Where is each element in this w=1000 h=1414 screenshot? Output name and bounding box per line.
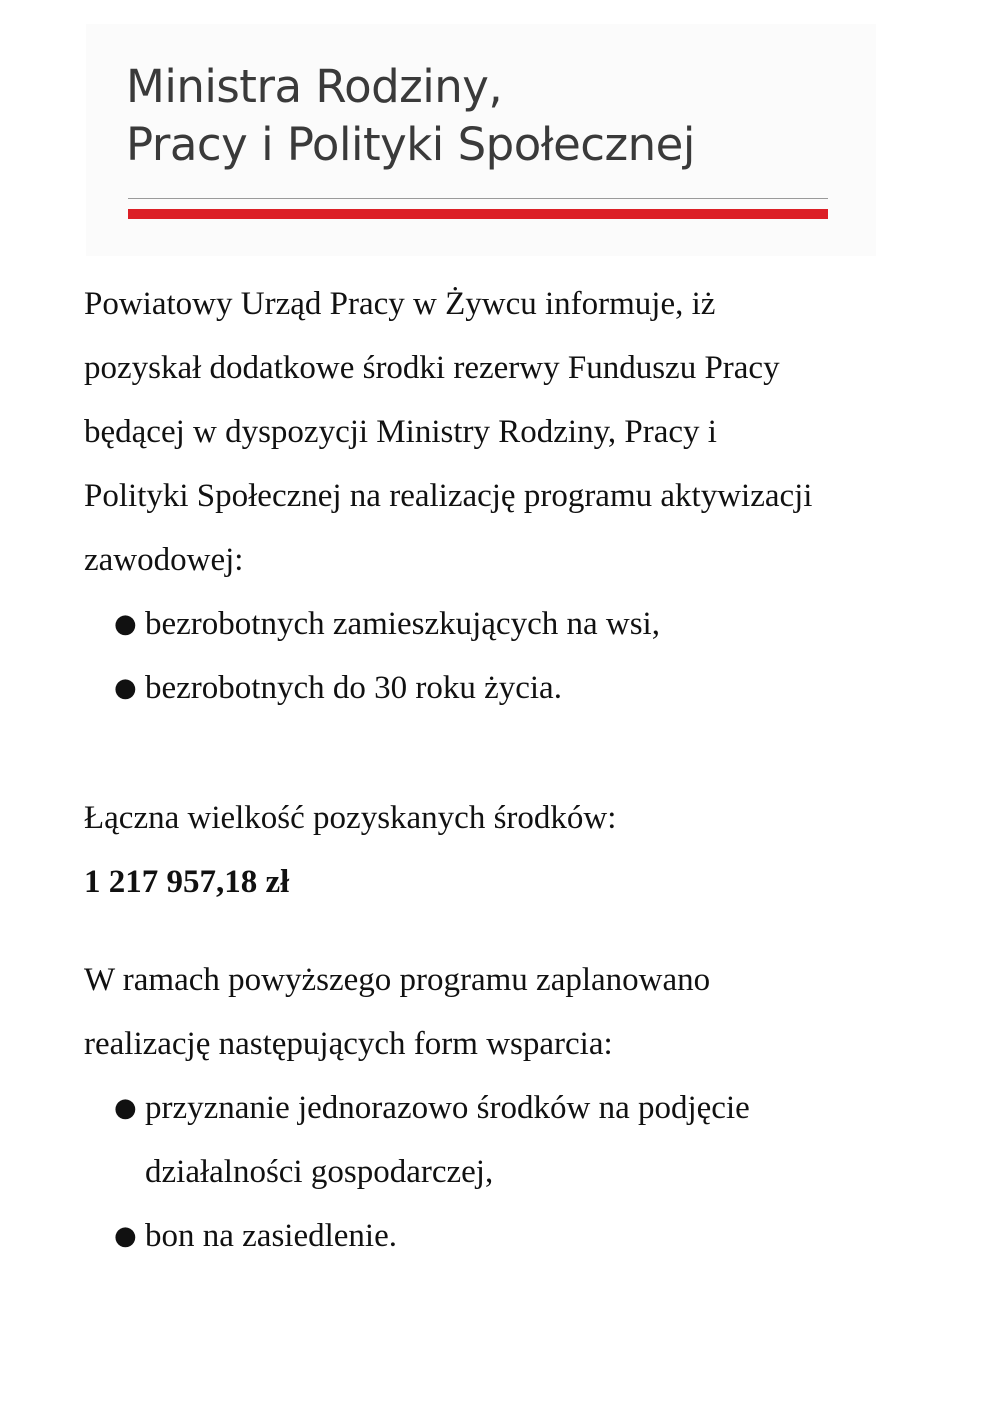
bullet-icon: ● bbox=[114, 609, 137, 639]
list-item-text: bezrobotnych do 30 roku życia. bbox=[145, 670, 562, 706]
intro-line: Powiatowy Urząd Pracy w Żywcu informuje, iż bbox=[84, 286, 716, 322]
target-groups-list bbox=[84, 592, 914, 720]
ministry-logo-line-1: Ministra Rodziny, bbox=[126, 60, 503, 113]
ministry-logo-text bbox=[126, 58, 695, 174]
logo-red-stripe bbox=[128, 209, 828, 219]
bullet-icon: ● bbox=[114, 1093, 137, 1123]
support-line: realizację następujących form wsparcia: bbox=[84, 1026, 613, 1062]
support-line: W ramach powyższego programu zaplanowano bbox=[84, 962, 711, 998]
list-item bbox=[84, 656, 914, 720]
bullet-icon: ● bbox=[114, 1221, 137, 1251]
ministry-logo-line-2: Pracy i Polityki Społecznej bbox=[126, 118, 695, 171]
spacer bbox=[84, 720, 914, 786]
intro-line: zawodowej: bbox=[84, 542, 244, 578]
funds-amount: 1 217 957,18 zł bbox=[84, 864, 290, 900]
list-item-text: działalności gospodarczej, bbox=[145, 1154, 494, 1190]
support-paragraph bbox=[84, 948, 914, 1076]
intro-paragraph bbox=[84, 272, 914, 592]
spacer bbox=[84, 914, 914, 948]
support-forms-list bbox=[84, 1076, 914, 1268]
bullet-icon: ● bbox=[114, 673, 137, 703]
list-item-text: bezrobotnych zamieszkujących na wsi, bbox=[145, 606, 660, 642]
funds-label: Łączna wielkość pozyskanych środków: bbox=[84, 800, 617, 836]
list-item-text: bon na zasiedlenie. bbox=[145, 1218, 397, 1254]
list-item bbox=[84, 1076, 914, 1204]
intro-line: pozyskał dodatkowe środki rezerwy Funduszu Pracy bbox=[84, 350, 780, 386]
list-item-text: przyznanie jednorazowo środków na podjęcie bbox=[145, 1090, 750, 1126]
list-item bbox=[84, 1204, 914, 1268]
list-item bbox=[84, 592, 914, 656]
logo-thin-rule bbox=[128, 198, 828, 199]
announcement-body bbox=[84, 272, 914, 1268]
intro-line: Polityki Społecznej na realizację programu aktywizacji bbox=[84, 478, 813, 514]
intro-line: będącej w dyspozycji Ministry Rodziny, Pracy i bbox=[84, 414, 717, 450]
